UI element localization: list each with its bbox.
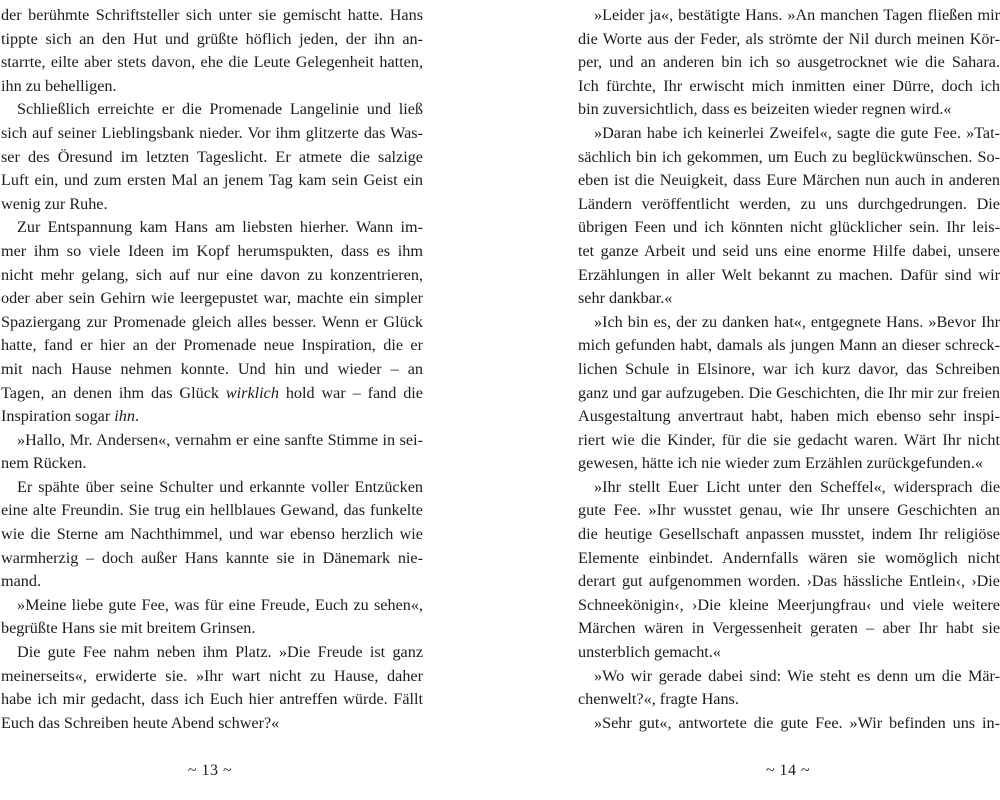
text-line: Die gute Fee nahm neben ihm Platz. »Die Freude ist ganz: [17, 643, 423, 662]
text-segment: Tagen, an denen ihm das Glück: [1, 383, 226, 402]
text-line: Elemente einbindet. Andernfalls wären sie womöglich nicht: [578, 548, 1000, 567]
text-line: wenig zur Ruhe.: [1, 194, 108, 213]
text-line: die heutige Gesellschaft anpassen musstet, indem Ihr religiöse: [578, 525, 1000, 544]
text-line: gute Fee. »Ihr wusstet genau, wie Ihr unsere Geschichten an: [578, 501, 1000, 520]
text-line: sächlich bin ich gekommen, um Euch zu beglückwünschen. So-: [578, 147, 1000, 166]
text-line: Märchen wären in Vergessenheit geraten – aber Ihr habt sie: [578, 619, 1000, 638]
text-line: Spaziergang zur Promenade gleich alles besser. Wenn er Glück: [1, 312, 423, 331]
text-line: tet ganze Arbeit und seid uns eine enorme Hilfe dabei, unsere: [578, 241, 1000, 260]
text-line: starrte, eilte aber stets davon, ehe die Leute Gelegenheit hatten,: [1, 53, 423, 72]
text-line: Ausgestaltung anvertraut habt, haben mich ebenso sehr inspi-: [578, 407, 1000, 426]
text-line: begrüßte Hans sie mit breitem Grinsen.: [1, 619, 256, 638]
text-line: die Worte aus der Feder, als strömte der Nil durch meinen Kör-: [578, 29, 1000, 48]
text-line: mich gefunden habt, damals als jungen Mann an dieser schreck-: [578, 336, 1000, 355]
text-line: »Meine liebe gute Fee, was für eine Freude, Euch zu sehen«,: [17, 595, 423, 614]
text-segment: .: [134, 407, 140, 426]
emphasis: ihn: [114, 407, 135, 426]
text-line: mand.: [1, 572, 42, 591]
emphasis: wirklich: [225, 383, 279, 402]
text-line: »Leider ja«, bestätigte Hans. »An manchen Tagen fließen mir: [594, 6, 1000, 24]
text-line: Luft ein, und zum ersten Mal an jenem Tag kam sein Geist ein: [1, 171, 423, 190]
text-line: »Daran habe ich keinerlei Zweifel«, sagte die gute Fee. »Tat-: [594, 123, 1000, 142]
page-number-right: ~ 14 ~: [765, 762, 811, 779]
text-line: »Ich bin es, der zu danken hat«, entgegnete Hans. »Bevor Ihr: [594, 312, 1000, 331]
text-line: warmherzig – doch außer Hans kannte sie in Dänemark nie-: [1, 548, 423, 567]
text-line: hatte, fand er hier an der Promenade neue Inspiration, die er: [1, 336, 423, 355]
text-line: gewesen, hätte ich nie wieder zum Erzählen zurückgefunden.«: [578, 454, 983, 473]
text-line: ihn zu behelligen.: [1, 76, 117, 95]
text-line: ganz und gar aufzugeben. Die Geschichten, die Ihr mir zur freien: [578, 383, 1000, 402]
text-line: nem Rücken.: [1, 454, 87, 473]
text-line: derart gut aufgenommen worden. ›Das hässliche Entlein‹, ›Die: [578, 572, 1000, 591]
text-line: Schneekönigin‹, ›Die kleine Meerjungfrau‹ und viele weitere: [578, 595, 1000, 614]
text-line: wie die Sterne am Nachthimmel, und war ebenso herzlich wie: [1, 525, 423, 544]
text-segment: hold war – fand die: [278, 383, 423, 402]
text-line: »Hallo, Mr. Andersen«, vernahm er eine sanfte Stimme in sei-: [17, 430, 423, 449]
text-line: mit nach Hause nehmen konnte. Und hin und wieder – an: [1, 359, 423, 378]
text-line: per, und an anderen bin ich so ausgetrocknet wie die Sahara.: [578, 53, 1000, 72]
text-line: nicht mehr gelang, sich auf nur eine davon zu konzentrieren,: [1, 265, 423, 284]
text-line: Erzählungen in aller Welt bekannt zu machen. Dafür sind wir: [578, 265, 1000, 284]
text-line: ser des Öresund im letzten Tageslicht. Er atmete die salzige: [1, 147, 423, 166]
text-line: eine alte Freundin. Sie trug ein hellblaues Gewand, das funkelte: [1, 501, 423, 520]
text-line: chenwelt?«, fragte Hans.: [578, 690, 739, 709]
text-line: »Wo wir gerade dabei sind: Wie steht es denn um die Mär-: [594, 666, 1000, 685]
text-line: sehr dankbar.«: [578, 289, 673, 308]
text-line: übrigen Feen und ich könnten nicht glücklicher sein. Ihr leis-: [578, 218, 1000, 237]
text-line: Ich fürchte, Ihr erwischt mich inmitten einer Dürre, doch ich: [578, 76, 1000, 95]
text-line: eben ist die Neuigkeit, dass Eure Märchen nun auch in anderen: [578, 171, 1000, 190]
text-line: habe ich mir gedacht, dass ich Euch hier antreffen würde. Fällt: [1, 690, 423, 709]
text-line: »Ihr stellt Euer Licht unter den Scheffel«, widersprach die: [594, 477, 1000, 496]
text-segment: Inspiration sogar: [1, 407, 115, 426]
right-page: [578, 4, 1000, 735]
text-line: unsterblich gemacht.«: [578, 643, 721, 662]
page-number-left: ~ 13 ~: [187, 762, 233, 779]
text-line: Er spähte über seine Schulter und erkannte voller Entzücken: [17, 477, 423, 496]
text-line: Schließlich erreichte er die Promenade Langelinie und ließ: [17, 100, 423, 119]
text-line: Euch das Schreiben heute Abend schwer?«: [1, 713, 280, 732]
text-line: »Sehr gut«, antwortete die gute Fee. »Wir befinden uns in-: [594, 713, 1000, 732]
text-line: tippte sich an den Hut und grüßte höflich jeden, der ihn an-: [1, 29, 423, 48]
text-line: Ländern veröffentlicht werden, zu uns durchgedrungen. Die: [578, 194, 1000, 213]
text-line: [1, 382, 423, 406]
text-line: [1, 405, 423, 429]
text-line: riert wie die Kinder, für die sie gedacht waren. Wärt Ihr nicht: [578, 430, 1000, 449]
text-line: der berühmte Schriftsteller sich unter sie gemischt hatte. Hans: [1, 6, 423, 24]
text-line: bin zuversichtlich, dass es beizeiten wieder regnen wird.«: [578, 100, 952, 119]
left-page: [1, 4, 423, 735]
text-line: meinerseits«, erwiderte sie. »Ihr wart nicht zu Hause, daher: [1, 666, 423, 685]
text-line: sich auf seiner Lieblingsbank nieder. Vor ihm glitzerte das Was-: [1, 123, 423, 142]
text-line: lichen Schule in Elsinore, war ich kurz davor, das Schreiben: [578, 359, 1000, 378]
text-line: oder aber sein Gehirn wie leergepustet war, machte ein simpler: [1, 289, 423, 308]
text-line: Zur Entspannung kam Hans am liebsten hierher. Wann im-: [17, 218, 423, 237]
text-line: mer ihm so viele Ideen im Kopf herumspukten, dass es ihm: [1, 241, 423, 260]
